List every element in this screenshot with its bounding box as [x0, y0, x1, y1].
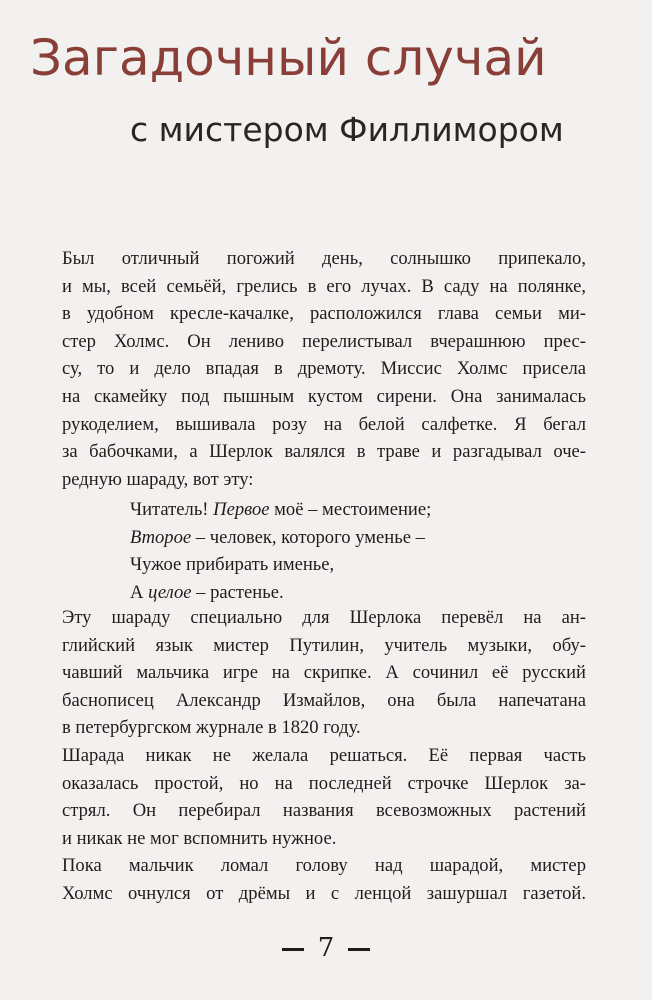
page-number-value: 7: [317, 933, 335, 963]
text-line: Холмс очнулся от дрёмы и с ленцой зашуршал газетой.: [62, 882, 586, 904]
verse-line-4: [130, 579, 530, 607]
text-line: оказалась простой, но на последней строчке Шерлок за-: [62, 772, 586, 794]
text-line: су, то и дело впадая в дремоту. Миссис Холмс присела: [62, 358, 586, 380]
text-line: и мы, всей семьёй, грелись в его лучах. В саду на полянке,: [62, 275, 586, 297]
text-line: стрял. Он перебирал названия всевозможных растений: [62, 800, 586, 822]
verse-italic: Первое: [213, 499, 270, 520]
text-line: и никак не мог вспомнить нужное.: [62, 827, 337, 849]
text-line: баснописец Александр Измайлов, она была напечатана: [62, 689, 586, 711]
verse-text: Читатель!: [130, 499, 214, 520]
dash-decoration: [348, 948, 370, 951]
text-line: чавший мальчика игре на скрипке. А сочинил её русский: [62, 662, 586, 684]
verse-line-1: [130, 496, 530, 524]
verse-charade: [130, 496, 530, 606]
text-line: Был отличный погожий день, солнышко припекало,: [62, 248, 586, 269]
text-line: Пока мальчик ломал голову над шарадой, мистер: [62, 855, 586, 877]
text-line: в петербургском журнале в 1820 году.: [62, 717, 361, 739]
verse-line-3: Чужое прибирать именье,: [130, 554, 335, 576]
verse-italic: целое: [148, 581, 192, 603]
text-line: Эту шараду специально для Шерлока перевёл на ан-: [62, 607, 586, 628]
page-number: [0, 928, 652, 968]
text-line: редную шараду, вот эту:: [62, 468, 254, 490]
verse-text: моё – местоимение;: [269, 499, 432, 520]
chapter-title-line2: с мистером Филлимором: [130, 110, 564, 149]
text-line: в удобном кресле-качалке, расположился глава семьи ми-: [62, 303, 586, 325]
text-line: Шарада никак не желала решаться. Её первая часть: [62, 744, 586, 766]
text-line: стер Холмс. Он лениво перелистывал вчерашнюю прес-: [62, 330, 586, 352]
verse-text: – растенье.: [191, 581, 284, 603]
paragraph-1: [62, 245, 586, 493]
verse-text: А: [130, 581, 149, 603]
dash-decoration: [282, 948, 304, 951]
chapter-title-line1: Загадочный случай: [30, 29, 547, 87]
text-line: за бабочками, а Шерлок валялся в траве и разгадывал оче-: [62, 441, 586, 463]
verse-italic: Второе: [130, 526, 192, 548]
verse-text: – человек, которого уменье –: [191, 526, 425, 548]
text-line: глийский язык мистер Путилин, учитель музыки, обу-: [62, 634, 586, 656]
verse-line-2: [130, 524, 530, 552]
text-line: на скамейку под пышным кустом сирени. Она занималась: [62, 385, 586, 407]
paragraphs-2-4: [62, 604, 586, 908]
text-line: рукоделием, вышивала розу на белой салфетке. Я бегал: [62, 413, 586, 435]
